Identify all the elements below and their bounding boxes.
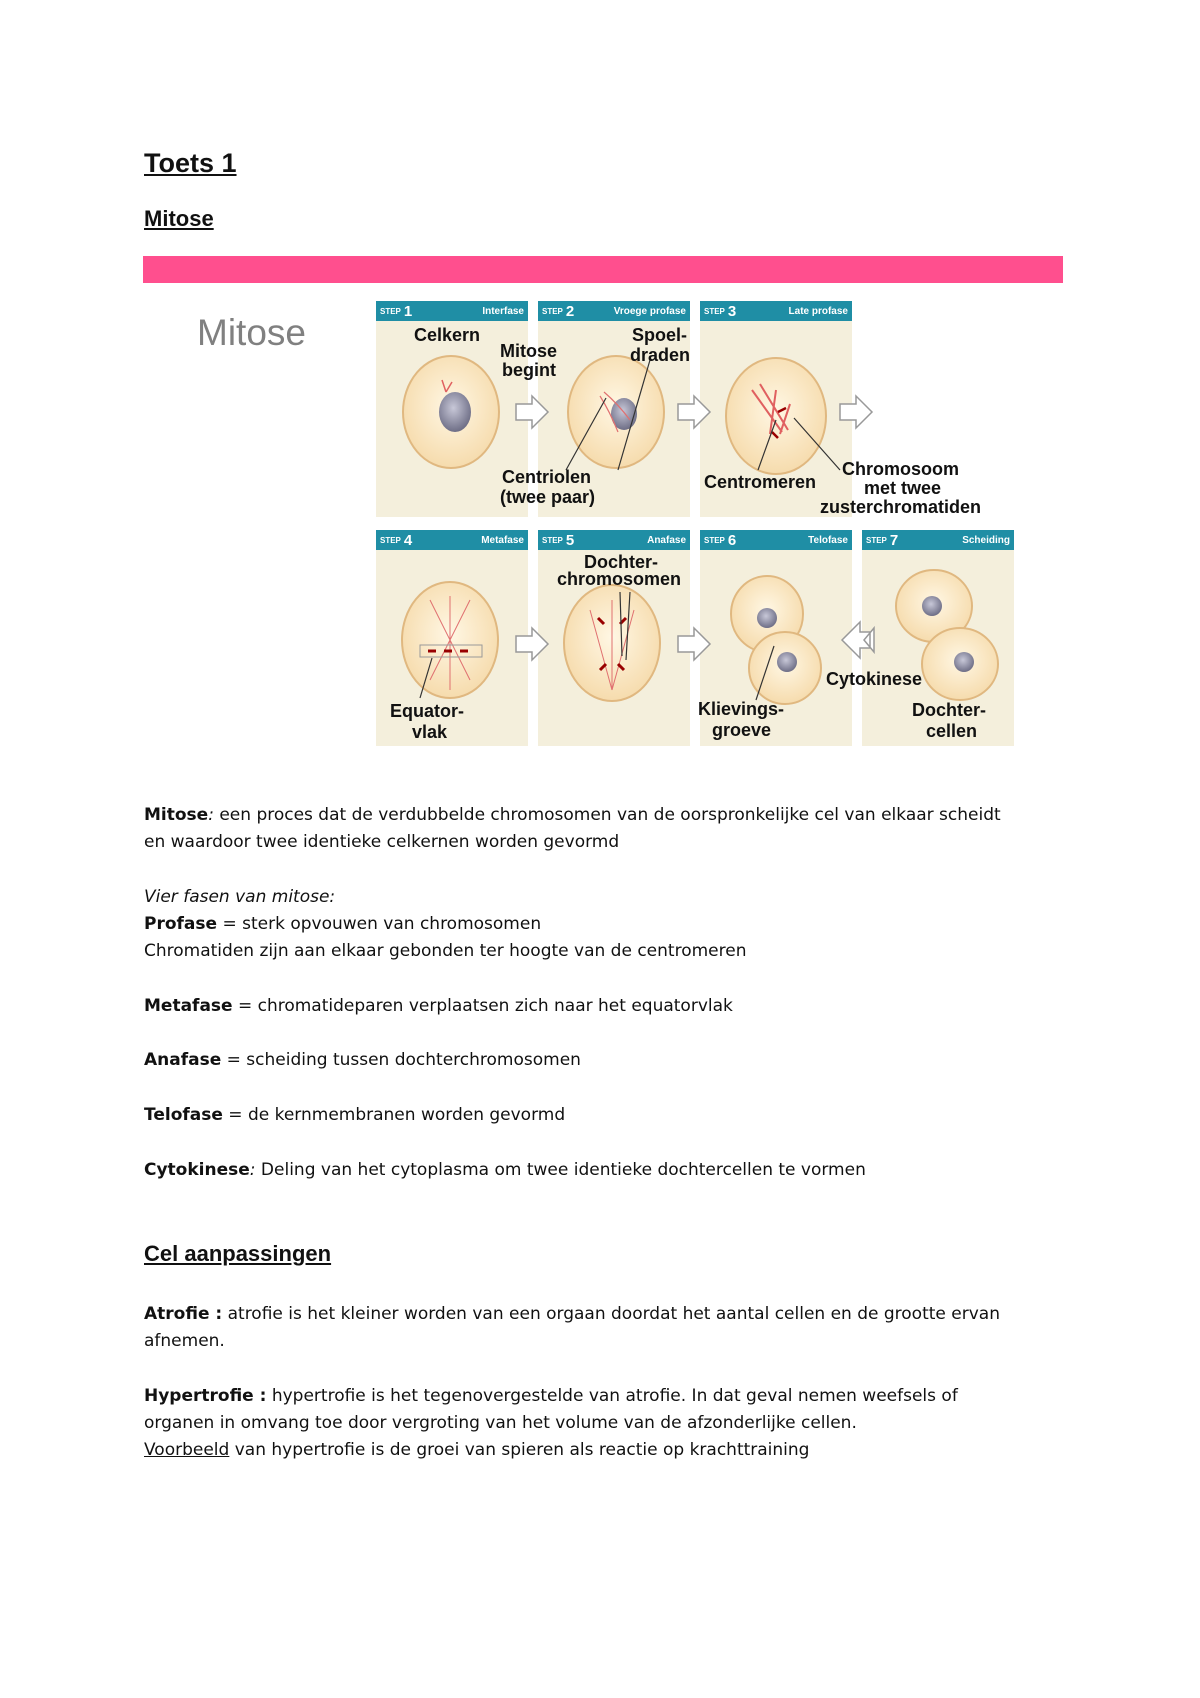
step-word: STEP xyxy=(542,535,563,545)
cytokinese-text: Deling van het cytoplasma om twee identieke dochtercellen te vormen xyxy=(255,1160,866,1180)
metafase-text: = chromatideparen verplaatsen zich naar het equatorvlak xyxy=(232,996,733,1016)
chromatiden-line: Chromatiden zijn aan elkaar gebonden ter hoogte van de centromeren xyxy=(144,941,747,961)
late-prophase-cell xyxy=(726,358,840,474)
step-word: STEP xyxy=(380,306,401,316)
term-cytokinese: Cytokinese xyxy=(144,1160,250,1180)
step-number: 4 xyxy=(403,531,413,549)
label-dochterchromosomen-2: chromosomen xyxy=(557,569,682,589)
step-number: 6 xyxy=(727,531,737,549)
label-celkern: Celkern xyxy=(414,325,481,345)
step-name: Telofase xyxy=(808,534,848,546)
anafase-line xyxy=(144,1047,1064,1074)
term-telofase: Telofase xyxy=(144,1105,223,1125)
step-name: Anafase xyxy=(647,534,686,546)
label-spoeldraden-2: draden xyxy=(630,345,691,365)
label-chromosoom-2: met twee xyxy=(864,478,942,498)
cytokinese-line xyxy=(144,1157,1064,1184)
term-colon: : xyxy=(249,1160,256,1180)
hypertrofie-line2: organen in omvang toe door vergroting van het volume van de afzonderlijke cellen. xyxy=(144,1413,857,1433)
profase-text: = sterk opvouwen van chromosomen xyxy=(217,914,542,934)
telofase-line xyxy=(144,1102,1064,1129)
label-mitose-begint-2: begint xyxy=(502,360,556,380)
metafase-line xyxy=(144,993,1064,1020)
phases-intro: Vier fasen van mitose: xyxy=(144,887,336,907)
term-colon: : xyxy=(208,805,214,825)
arrow-right-icon xyxy=(678,396,710,428)
label-equatorvlak-2: vlak xyxy=(412,722,448,742)
step-number: 5 xyxy=(565,531,575,549)
atrofie-paragraph xyxy=(144,1301,1064,1355)
label-cytokinese: Cytokinese xyxy=(826,669,923,689)
label-klievingsgroeve-1: Klievings- xyxy=(698,699,785,719)
arrow-right-icon xyxy=(516,396,548,428)
term-voorbeeld: Voorbeeld xyxy=(144,1440,230,1460)
section-heading-mitose: Mitose xyxy=(144,206,214,231)
step-word: STEP xyxy=(704,306,725,316)
step-number: 1 xyxy=(403,302,413,320)
label-dochtercellen-1: Dochter- xyxy=(912,700,987,720)
term-metafase: Metafase xyxy=(144,996,233,1016)
mitose-definition-line2: en waardoor twee identieke celkernen worden gevormd xyxy=(144,832,620,852)
label-chromosoom-3: zusterchromatiden xyxy=(820,497,982,517)
label-centromeren: Centromeren xyxy=(704,472,817,492)
term-mitose: Mitose xyxy=(144,805,209,825)
telofase-text: = de kernmembranen worden gevormd xyxy=(222,1105,566,1125)
step-number: 2 xyxy=(565,302,575,320)
step-number: 3 xyxy=(727,302,737,320)
anafase-text: = scheiding tussen dochterchromosomen xyxy=(221,1050,581,1070)
label-centriolen-1: Centriolen xyxy=(502,467,592,487)
label-mitose-begint-1: Mitose xyxy=(500,341,558,361)
mitose-definition xyxy=(144,802,1064,856)
term-anafase: Anafase xyxy=(144,1050,222,1070)
label-dochtercellen-2: cellen xyxy=(926,721,978,741)
term-atrofie: Atrofie : xyxy=(144,1304,223,1324)
label-chromosoom-1: Chromosoom xyxy=(842,459,959,479)
split-arrow-icon xyxy=(842,622,874,658)
term-hypertrofie: Hypertrofie : xyxy=(144,1386,267,1406)
section-heading-cel-aanpassingen: Cel aanpassingen xyxy=(144,1241,332,1266)
anaphase-cell xyxy=(564,585,660,701)
hypertrofie-paragraph xyxy=(144,1383,1064,1464)
mitose-definition-line1: een proces dat de verdubbelde chromosomen van de oorspronkelijke cel van elkaar scheidt xyxy=(213,805,1001,825)
label-dochterchromosomen-1: Dochter- xyxy=(584,552,659,572)
mitosis-cell-illustrations xyxy=(0,0,1200,760)
step-word: STEP xyxy=(542,306,563,316)
step-name: Metafase xyxy=(481,534,524,546)
step-word: STEP xyxy=(704,535,725,545)
step-name: Interfase xyxy=(482,305,524,317)
atrofie-line2: afnemen. xyxy=(144,1331,225,1351)
label-spoeldraden-1: Spoel- xyxy=(632,325,688,345)
label-centriolen-2: (twee paar) xyxy=(500,487,596,507)
label-klievingsgroeve-2: groeve xyxy=(712,720,772,740)
arrow-right-icon xyxy=(678,628,710,660)
atrofie-line1: atrofie is het kleiner worden van een orgaan doordat het aantal cellen en de grootte ervan xyxy=(222,1304,1000,1324)
early-prophase-cell xyxy=(566,356,664,470)
telophase-cell xyxy=(731,576,821,704)
step-number: 7 xyxy=(889,531,899,549)
profase-line xyxy=(144,911,1064,938)
diagram-title: Mitose xyxy=(197,312,306,353)
step-name: Late profase xyxy=(788,305,848,317)
term-profase: Profase xyxy=(144,914,218,934)
step-name: Vroege profase xyxy=(613,305,686,317)
page-title: Toets 1 xyxy=(144,148,237,178)
step-name: Scheiding xyxy=(962,534,1010,546)
arrow-right-icon xyxy=(516,628,548,660)
interphase-cell xyxy=(403,356,499,468)
hypertrofie-example: van hypertrofie is de groei van spieren als reactie op krachttraining xyxy=(229,1440,810,1460)
metaphase-cell xyxy=(402,582,498,698)
step-word: STEP xyxy=(380,535,401,545)
label-equatorvlak-1: Equator- xyxy=(390,701,464,721)
step-word: STEP xyxy=(866,535,887,545)
hypertrofie-line1: hypertrofie is het tegenovergestelde van atrofie. In dat geval nemen weefsels of xyxy=(266,1386,958,1406)
arrow-right-icon xyxy=(840,396,872,428)
